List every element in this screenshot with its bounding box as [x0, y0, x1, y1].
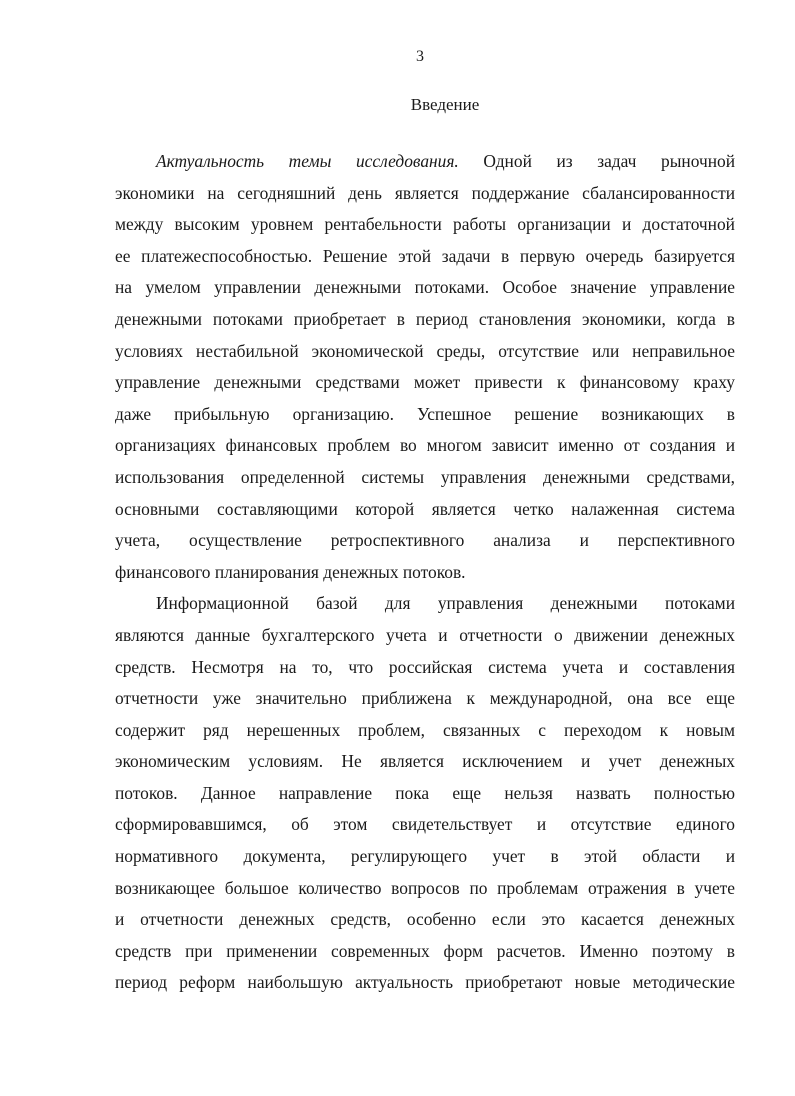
paragraph-line: содержит ряд нерешенных проблем, связанных с переходом к новым: [115, 719, 735, 740]
paragraph-line: денежными потоками приобретает в период становления экономики, когда в: [115, 308, 735, 329]
paragraph-line: нормативного документа, регулирующего учет в этой области и: [115, 846, 735, 867]
paragraph-line: использования определенной системы управления денежными средствами,: [115, 466, 735, 487]
paragraph-line: на умелом управлении денежными потоками. Особое значение управление: [115, 277, 735, 298]
paragraph-line: между высоким уровнем рентабельности работы организации и достаточной: [115, 214, 735, 235]
paragraph-1: [115, 146, 735, 588]
lead-italic: Актуальность темы исследования.: [156, 151, 459, 171]
body-text: [115, 146, 735, 999]
paragraph-line: учета, осуществление ретроспективного анализа и перспективного: [115, 530, 735, 551]
paragraph-line: даже прибыльную организацию. Успешное решение возникающих в: [115, 403, 735, 424]
paragraph-line: отчетности уже значительно приближена к международной, она все еще: [115, 688, 735, 709]
paragraph-line: и отчетности денежных средств, особенно если это касается денежных: [115, 909, 735, 930]
paragraph-line: организациях финансовых проблем во многом зависит именно от создания и: [115, 435, 735, 456]
paragraph-line: сформировавшимся, об этом свидетельствует и отсутствие единого: [115, 814, 735, 835]
paragraph-line: период реформ наибольшую актуальность приобретают новые методические: [115, 972, 735, 993]
paragraph-2: [115, 588, 735, 999]
paragraph-line: средств при применении современных форм расчетов. Именно поэтому в: [115, 940, 735, 961]
paragraph-line: экономическим условиям. Не является исключением и учет денежных: [115, 751, 735, 772]
paragraph-line: экономики на сегодняшний день является поддержание сбалансированности: [115, 182, 735, 203]
paragraph-line: финансового планирования денежных потоков.: [115, 561, 466, 582]
paragraph-line: средств. Несмотря на то, что российская система учета и составления: [115, 656, 735, 677]
paragraph-line: возникающее большое количество вопросов по проблемам отражения в учете: [115, 877, 735, 898]
paragraph-line: условиях нестабильной экономической среды, отсутствие или неправильное: [115, 340, 735, 361]
page-number: 3: [416, 48, 424, 65]
section-heading: Введение: [410, 95, 480, 114]
paragraph-line: потоков. Данное направление пока еще нельзя назвать полностью: [115, 782, 735, 803]
paragraph-line: Информационной базой для управления денежными потоками: [156, 593, 735, 614]
paragraph-line: основными составляющими которой является четко налаженная система: [115, 498, 735, 519]
paragraph-line: являются данные бухгалтерского учета и отчетности о движении денежных: [115, 624, 735, 645]
paragraph-line: ее платежеспособностью. Решение этой задачи в первую очередь базируется: [115, 245, 735, 266]
paragraph-line: Актуальность темы исследования. Одной из задач рыночной: [156, 151, 735, 171]
paragraph-line: управление денежными средствами может привести к финансовому краху: [115, 372, 735, 393]
